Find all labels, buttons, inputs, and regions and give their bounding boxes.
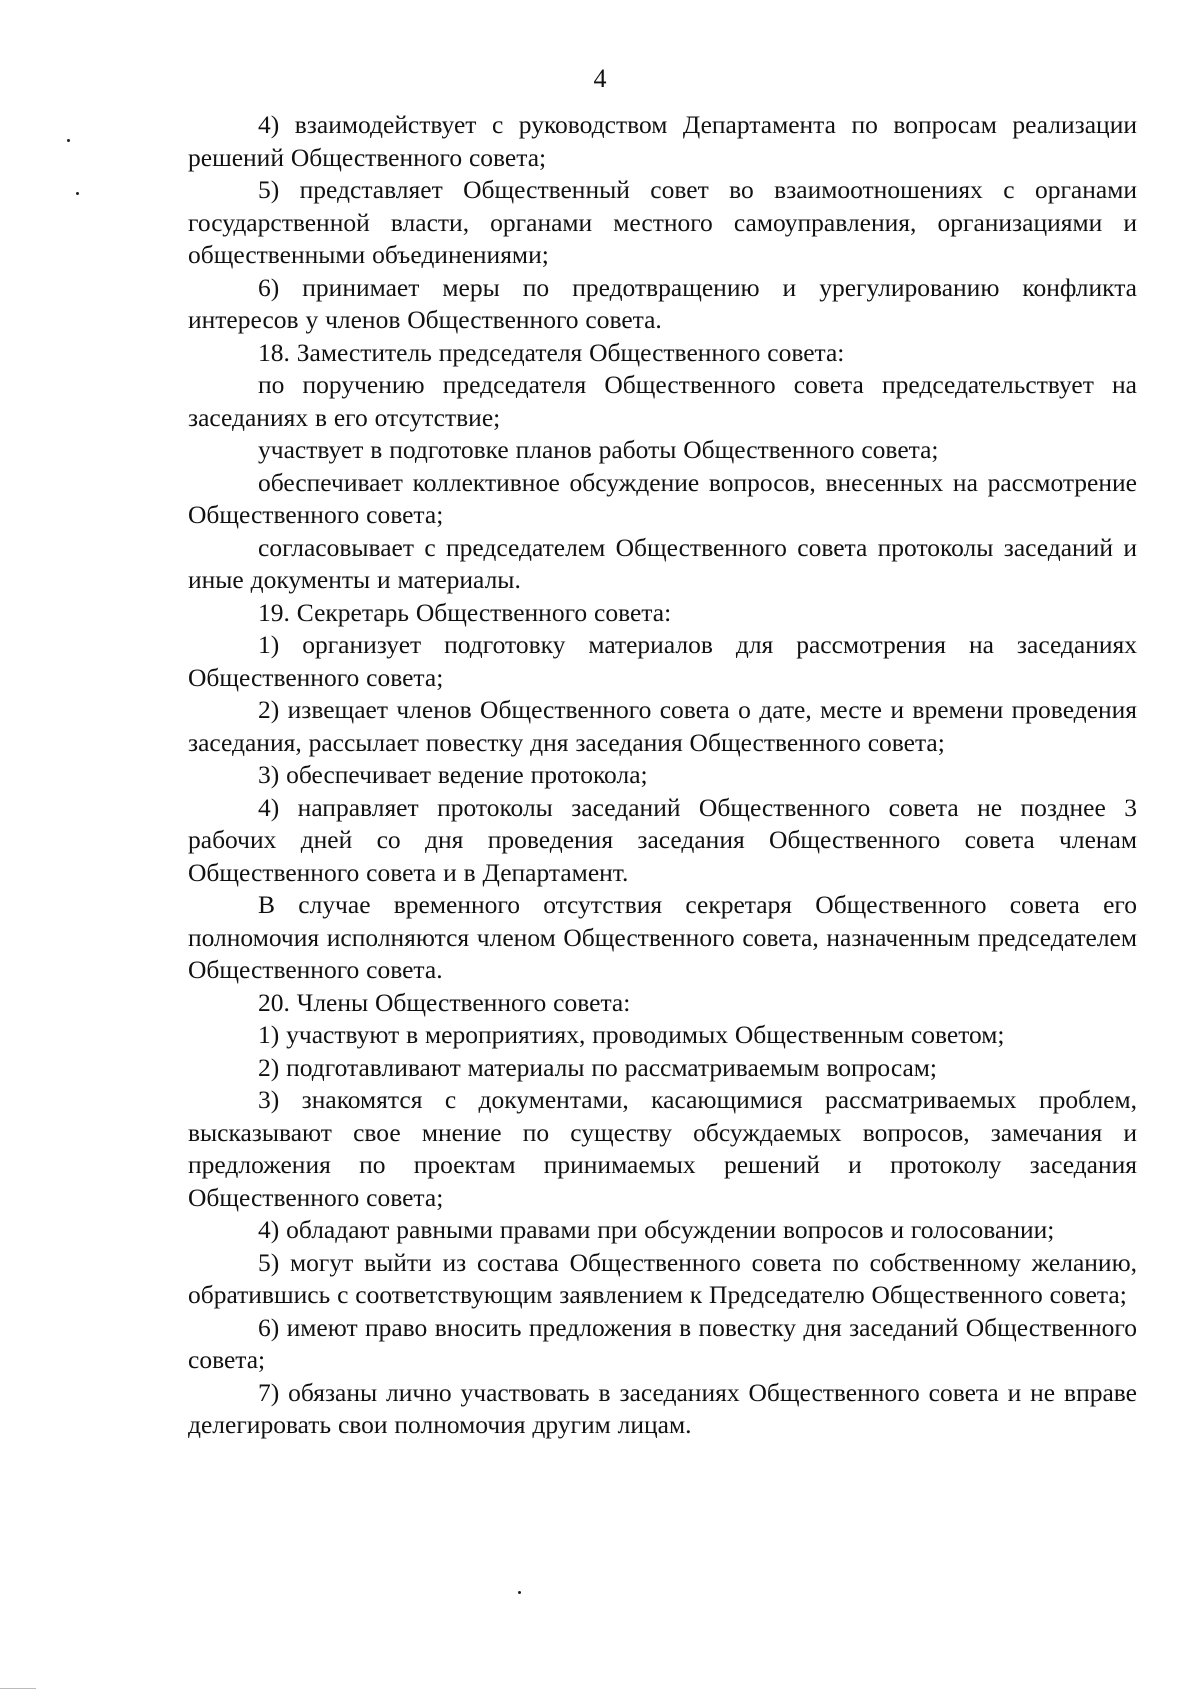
paragraph: 1) участвуют в мероприятиях, проводимых Общественным советом; (258, 1020, 1005, 1049)
scan-artifact-dot (518, 1591, 521, 1594)
paragraph: обеспечивает коллективное обсуждение вопросов, внесенных на рассмотрение Общественного совета; (188, 467, 1137, 529)
paragraph: 6) имеют право вносить предложения в повестку дня заседаний Общественного совета; (188, 1312, 1137, 1374)
paragraph: 4) направляет протоколы заседаний Общественного совета не позднее 3 рабочих дней со дня проведения заседания Общественного совета членам Общественного совета и в Департамент. (188, 792, 1137, 887)
paragraph: 2) подготавливают материалы по рассматриваемым вопросам; (258, 1052, 937, 1082)
section-heading: 19. Секретарь Общественного совета: (258, 597, 672, 627)
paragraph: 2) извещает членов Общественного совета о дате, месте и времени проведения заседания, рассылает повестку дня заседания Общественного совета; (188, 695, 1137, 757)
paragraph: 1) организует подготовку материалов для рассмотрения на заседаниях Общественного совета; (188, 630, 1137, 692)
paragraph: 5) представляет Общественный совет во взаимоотношениях с органами государственной власти, органами местного самоуправления, организациями и общественными объединениями; (188, 175, 1137, 269)
scan-artifact-dot (76, 192, 79, 195)
scan-artifact-dot (67, 139, 70, 142)
paragraph: 4) обладают равными правами при обсуждении вопросов и голосовании; (258, 1215, 1055, 1244)
paragraph: 3) обеспечивает ведение протокола; (258, 760, 648, 789)
paragraph: согласовывает с председателем Общественного совета протоколы заседаний и иные документы и материалы. (188, 532, 1137, 594)
document-body (188, 109, 1137, 1442)
page-number: 4 (593, 64, 607, 93)
paragraph: участвует в подготовке планов работы Общественного совета; (258, 435, 939, 464)
paragraph: 3) знакомятся с документами, касающимися рассматриваемых проблем, высказывают свое мнение по существу обсуждаемых вопросов, замечания и предложения по проектам принимаемых решений и протоколу заседания Общественного совета; (188, 1085, 1137, 1212)
section-heading: 18. Заместитель председателя Общественного совета: (258, 337, 845, 367)
paragraph: 5) могут выйти из состава Общественного совета по собственному желанию, обратившись с соответствующим заявлением к Председателю Общественного совета; (188, 1247, 1137, 1309)
scan-artifact-edge (0, 1688, 36, 1697)
paragraph: по поручению председателя Общественного совета председательствует на заседаниях в его отсутствие; (188, 370, 1137, 432)
section-heading: 20. Члены Общественного совета: (258, 987, 631, 1017)
paragraph: 4) взаимодействует с руководством Департамента по вопросам реализации решений Общественного совета; (188, 110, 1137, 172)
paragraph: В случае временного отсутствия секретаря Общественного совета его полномочия исполняются членом Общественного совета, назначенным председателем Общественного совета. (188, 890, 1137, 984)
paragraph: 7) обязаны лично участвовать в заседаниях Общественного совета и не вправе делегировать свои полномочия другим лицам. (188, 1377, 1137, 1439)
paragraph: 6) принимает меры по предотвращению и урегулированию конфликта интересов у членов Общественного совета. (188, 272, 1137, 334)
